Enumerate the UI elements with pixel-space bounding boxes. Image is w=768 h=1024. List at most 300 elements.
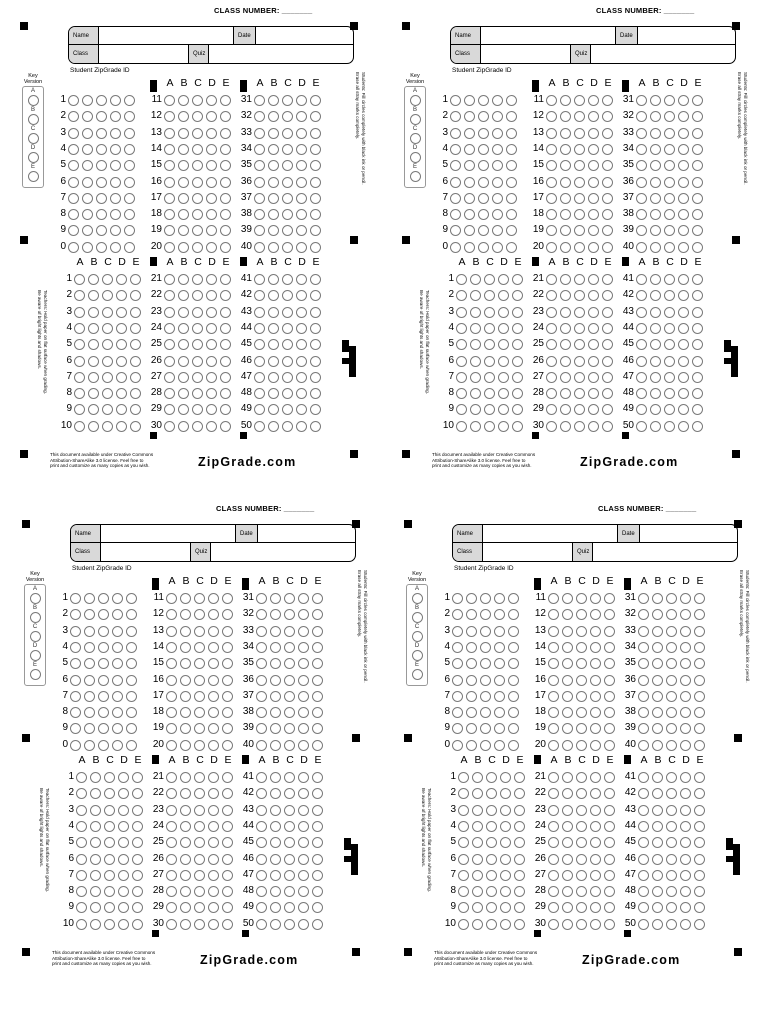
student-id-bubble[interactable] — [98, 691, 109, 702]
student-id-bubble[interactable] — [450, 193, 461, 204]
answer-bubble-q25-a[interactable] — [166, 837, 177, 848]
answer-bubble-q44-b[interactable] — [652, 821, 663, 832]
answer-bubble-q33-d[interactable] — [678, 128, 689, 139]
answer-bubble-q32-b[interactable] — [652, 609, 663, 620]
student-id-bubble[interactable] — [84, 675, 95, 686]
answer-bubble-q45-b[interactable] — [268, 339, 279, 350]
answer-bubble-q16-e[interactable] — [604, 675, 615, 686]
answer-bubble-q16-c[interactable] — [192, 177, 203, 188]
student-id-bubble[interactable] — [70, 642, 81, 653]
answer-bubble-q4-d[interactable] — [498, 323, 509, 334]
answer-bubble-q47-a[interactable] — [638, 870, 649, 881]
answer-bubble-q39-b[interactable] — [270, 723, 281, 734]
answer-bubble-q6-d[interactable] — [116, 356, 127, 367]
student-id-bubble[interactable] — [110, 193, 121, 204]
student-id-bubble[interactable] — [126, 626, 137, 637]
answer-bubble-q42-e[interactable] — [694, 788, 705, 799]
answer-bubble-q30-b[interactable] — [178, 421, 189, 432]
answer-bubble-q35-c[interactable] — [666, 658, 677, 669]
answer-bubble-q40-e[interactable] — [312, 740, 323, 751]
answer-bubble-q5-a[interactable] — [458, 837, 469, 848]
answer-bubble-q36-e[interactable] — [692, 177, 703, 188]
answer-bubble-q6-a[interactable] — [76, 854, 87, 865]
answer-bubble-q22-e[interactable] — [220, 290, 231, 301]
student-id-bubble[interactable] — [494, 658, 505, 669]
answer-bubble-q37-d[interactable] — [296, 193, 307, 204]
answer-bubble-q46-e[interactable] — [692, 356, 703, 367]
answer-bubble-q25-e[interactable] — [602, 339, 613, 350]
answer-bubble-q21-a[interactable] — [548, 772, 559, 783]
answer-bubble-q18-e[interactable] — [602, 209, 613, 220]
answer-bubble-q18-e[interactable] — [220, 209, 231, 220]
answer-bubble-q21-d[interactable] — [206, 274, 217, 285]
answer-bubble-q50-b[interactable] — [270, 919, 281, 930]
answer-bubble-q34-b[interactable] — [270, 642, 281, 653]
answer-bubble-q19-d[interactable] — [590, 723, 601, 734]
answer-bubble-q43-c[interactable] — [284, 805, 295, 816]
answer-bubble-q33-e[interactable] — [312, 626, 323, 637]
answer-bubble-q44-b[interactable] — [650, 323, 661, 334]
student-id-bubble[interactable] — [70, 740, 81, 751]
answer-bubble-q44-a[interactable] — [256, 821, 267, 832]
answer-bubble-q8-b[interactable] — [88, 388, 99, 399]
answer-bubble-q34-b[interactable] — [268, 144, 279, 155]
answer-bubble-q41-e[interactable] — [310, 274, 321, 285]
class-field[interactable] — [99, 45, 189, 63]
answer-bubble-q37-c[interactable] — [664, 193, 675, 204]
key-version-bubble-c[interactable] — [30, 631, 41, 642]
answer-bubble-q32-e[interactable] — [310, 111, 321, 122]
answer-bubble-q37-b[interactable] — [270, 691, 281, 702]
answer-bubble-q25-c[interactable] — [576, 837, 587, 848]
answer-bubble-q39-b[interactable] — [650, 225, 661, 236]
answer-bubble-q38-a[interactable] — [636, 209, 647, 220]
answer-bubble-q31-a[interactable] — [636, 95, 647, 106]
answer-bubble-q37-e[interactable] — [692, 193, 703, 204]
answer-bubble-q24-e[interactable] — [604, 821, 615, 832]
answer-bubble-q5-a[interactable] — [74, 339, 85, 350]
answer-bubble-q41-a[interactable] — [256, 772, 267, 783]
answer-bubble-q23-e[interactable] — [604, 805, 615, 816]
answer-bubble-q50-e[interactable] — [310, 421, 321, 432]
answer-bubble-q29-d[interactable] — [206, 404, 217, 415]
answer-bubble-q30-a[interactable] — [166, 919, 177, 930]
student-id-bubble[interactable] — [68, 225, 79, 236]
answer-bubble-q43-a[interactable] — [636, 307, 647, 318]
answer-bubble-q26-d[interactable] — [206, 356, 217, 367]
answer-bubble-q18-c[interactable] — [192, 209, 203, 220]
answer-bubble-q3-d[interactable] — [498, 307, 509, 318]
answer-bubble-q48-d[interactable] — [678, 388, 689, 399]
answer-bubble-q4-d[interactable] — [500, 821, 511, 832]
answer-bubble-q42-b[interactable] — [268, 290, 279, 301]
answer-bubble-q16-a[interactable] — [548, 675, 559, 686]
answer-bubble-q37-c[interactable] — [666, 691, 677, 702]
answer-bubble-q19-b[interactable] — [178, 225, 189, 236]
answer-bubble-q33-b[interactable] — [270, 626, 281, 637]
answer-bubble-q6-b[interactable] — [470, 356, 481, 367]
answer-bubble-q36-a[interactable] — [636, 177, 647, 188]
answer-bubble-q19-b[interactable] — [562, 723, 573, 734]
answer-bubble-q28-b[interactable] — [178, 388, 189, 399]
answer-bubble-q30-b[interactable] — [562, 919, 573, 930]
answer-bubble-q30-d[interactable] — [588, 421, 599, 432]
answer-bubble-q42-c[interactable] — [666, 788, 677, 799]
student-id-bubble[interactable] — [68, 209, 79, 220]
answer-bubble-q24-c[interactable] — [574, 323, 585, 334]
answer-bubble-q9-e[interactable] — [514, 902, 525, 913]
answer-bubble-q22-c[interactable] — [576, 788, 587, 799]
answer-bubble-q34-d[interactable] — [678, 144, 689, 155]
answer-bubble-q23-d[interactable] — [208, 805, 219, 816]
answer-bubble-q35-c[interactable] — [664, 160, 675, 171]
student-id-bubble[interactable] — [70, 609, 81, 620]
answer-bubble-q6-e[interactable] — [130, 356, 141, 367]
answer-bubble-q15-b[interactable] — [180, 658, 191, 669]
answer-bubble-q35-b[interactable] — [652, 658, 663, 669]
student-id-bubble[interactable] — [82, 111, 93, 122]
answer-bubble-q36-d[interactable] — [678, 177, 689, 188]
student-id-bubble[interactable] — [98, 740, 109, 751]
answer-bubble-q18-d[interactable] — [208, 707, 219, 718]
answer-bubble-q28-d[interactable] — [590, 886, 601, 897]
answer-bubble-q3-d[interactable] — [116, 307, 127, 318]
answer-bubble-q20-d[interactable] — [208, 740, 219, 751]
answer-bubble-q6-c[interactable] — [486, 854, 497, 865]
answer-bubble-q12-d[interactable] — [208, 609, 219, 620]
answer-bubble-q27-a[interactable] — [166, 870, 177, 881]
answer-bubble-q30-b[interactable] — [180, 919, 191, 930]
answer-bubble-q25-d[interactable] — [208, 837, 219, 848]
answer-bubble-q9-d[interactable] — [500, 902, 511, 913]
answer-bubble-q29-b[interactable] — [178, 404, 189, 415]
answer-bubble-q3-d[interactable] — [500, 805, 511, 816]
student-id-bubble[interactable] — [478, 209, 489, 220]
answer-bubble-q14-c[interactable] — [574, 144, 585, 155]
answer-bubble-q9-e[interactable] — [130, 404, 141, 415]
answer-bubble-q37-b[interactable] — [652, 691, 663, 702]
answer-bubble-q31-e[interactable] — [310, 95, 321, 106]
answer-bubble-q31-c[interactable] — [284, 593, 295, 604]
answer-bubble-q13-a[interactable] — [166, 626, 177, 637]
answer-bubble-q9-e[interactable] — [132, 902, 143, 913]
student-id-bubble[interactable] — [480, 675, 491, 686]
answer-bubble-q40-d[interactable] — [298, 740, 309, 751]
student-id-bubble[interactable] — [506, 177, 517, 188]
answer-bubble-q11-e[interactable] — [220, 95, 231, 106]
answer-bubble-q12-d[interactable] — [588, 111, 599, 122]
student-id-bubble[interactable] — [492, 193, 503, 204]
answer-bubble-q20-e[interactable] — [602, 242, 613, 253]
answer-bubble-q24-b[interactable] — [562, 821, 573, 832]
answer-bubble-q24-b[interactable] — [178, 323, 189, 334]
answer-bubble-q48-b[interactable] — [652, 886, 663, 897]
answer-bubble-q27-d[interactable] — [208, 870, 219, 881]
answer-bubble-q4-a[interactable] — [74, 323, 85, 334]
answer-bubble-q14-b[interactable] — [560, 144, 571, 155]
answer-bubble-q43-d[interactable] — [296, 307, 307, 318]
answer-bubble-q48-e[interactable] — [312, 886, 323, 897]
key-version-bubble-d[interactable] — [410, 152, 421, 163]
answer-bubble-q44-c[interactable] — [282, 323, 293, 334]
student-id-bubble[interactable] — [96, 128, 107, 139]
answer-bubble-q31-d[interactable] — [298, 593, 309, 604]
answer-bubble-q4-e[interactable] — [514, 821, 525, 832]
key-version-bubble-c[interactable] — [28, 133, 39, 144]
answer-bubble-q43-a[interactable] — [638, 805, 649, 816]
answer-bubble-q15-c[interactable] — [574, 160, 585, 171]
answer-bubble-q47-d[interactable] — [680, 870, 691, 881]
answer-bubble-q41-c[interactable] — [664, 274, 675, 285]
answer-bubble-q29-b[interactable] — [562, 902, 573, 913]
answer-bubble-q14-d[interactable] — [588, 144, 599, 155]
answer-bubble-q31-b[interactable] — [270, 593, 281, 604]
answer-bubble-q47-b[interactable] — [270, 870, 281, 881]
answer-bubble-q7-b[interactable] — [88, 372, 99, 383]
answer-bubble-q22-c[interactable] — [192, 290, 203, 301]
answer-bubble-q29-a[interactable] — [548, 902, 559, 913]
answer-bubble-q42-a[interactable] — [636, 290, 647, 301]
answer-bubble-q47-e[interactable] — [692, 372, 703, 383]
answer-bubble-q5-c[interactable] — [104, 837, 115, 848]
answer-bubble-q39-e[interactable] — [694, 723, 705, 734]
answer-bubble-q24-a[interactable] — [164, 323, 175, 334]
answer-bubble-q8-c[interactable] — [104, 886, 115, 897]
answer-bubble-q50-c[interactable] — [284, 919, 295, 930]
answer-bubble-q27-e[interactable] — [220, 372, 231, 383]
answer-bubble-q23-b[interactable] — [560, 307, 571, 318]
answer-bubble-q47-b[interactable] — [652, 870, 663, 881]
answer-bubble-q3-c[interactable] — [104, 805, 115, 816]
answer-bubble-q16-d[interactable] — [208, 675, 219, 686]
answer-bubble-q42-a[interactable] — [256, 788, 267, 799]
answer-bubble-q1-c[interactable] — [102, 274, 113, 285]
answer-bubble-q48-c[interactable] — [282, 388, 293, 399]
answer-bubble-q26-d[interactable] — [590, 854, 601, 865]
student-id-bubble[interactable] — [450, 225, 461, 236]
key-version-bubble-b[interactable] — [30, 612, 41, 623]
student-id-bubble[interactable] — [68, 95, 79, 106]
answer-bubble-q9-d[interactable] — [118, 902, 129, 913]
answer-bubble-q41-d[interactable] — [678, 274, 689, 285]
answer-bubble-q10-d[interactable] — [118, 919, 129, 930]
answer-bubble-q38-b[interactable] — [652, 707, 663, 718]
answer-bubble-q6-c[interactable] — [102, 356, 113, 367]
answer-bubble-q26-d[interactable] — [208, 854, 219, 865]
answer-bubble-q22-a[interactable] — [546, 290, 557, 301]
answer-bubble-q24-c[interactable] — [576, 821, 587, 832]
student-id-bubble[interactable] — [112, 609, 123, 620]
key-version-bubble-a[interactable] — [30, 593, 41, 604]
answer-bubble-q46-c[interactable] — [664, 356, 675, 367]
answer-bubble-q37-b[interactable] — [650, 193, 661, 204]
student-id-bubble[interactable] — [124, 144, 135, 155]
student-id-bubble[interactable] — [126, 593, 137, 604]
student-id-bubble[interactable] — [466, 723, 477, 734]
answer-bubble-q41-b[interactable] — [652, 772, 663, 783]
student-id-bubble[interactable] — [492, 209, 503, 220]
answer-bubble-q32-a[interactable] — [256, 609, 267, 620]
answer-bubble-q39-d[interactable] — [296, 225, 307, 236]
answer-bubble-q32-e[interactable] — [312, 609, 323, 620]
student-id-bubble[interactable] — [492, 177, 503, 188]
answer-bubble-q50-d[interactable] — [680, 919, 691, 930]
answer-bubble-q15-b[interactable] — [562, 658, 573, 669]
answer-bubble-q30-e[interactable] — [220, 421, 231, 432]
answer-bubble-q7-d[interactable] — [500, 870, 511, 881]
answer-bubble-q41-b[interactable] — [650, 274, 661, 285]
answer-bubble-q49-d[interactable] — [296, 404, 307, 415]
answer-bubble-q14-e[interactable] — [222, 642, 233, 653]
student-id-bubble[interactable] — [96, 95, 107, 106]
answer-bubble-q8-c[interactable] — [102, 388, 113, 399]
answer-bubble-q29-e[interactable] — [220, 404, 231, 415]
answer-bubble-q8-d[interactable] — [498, 388, 509, 399]
answer-bubble-q5-a[interactable] — [456, 339, 467, 350]
quiz-field[interactable] — [591, 45, 735, 63]
answer-bubble-q21-e[interactable] — [220, 274, 231, 285]
student-id-bubble[interactable] — [112, 642, 123, 653]
student-id-bubble[interactable] — [68, 128, 79, 139]
answer-bubble-q16-b[interactable] — [178, 177, 189, 188]
answer-bubble-q44-e[interactable] — [310, 323, 321, 334]
answer-bubble-q28-e[interactable] — [602, 388, 613, 399]
answer-bubble-q2-d[interactable] — [498, 290, 509, 301]
answer-bubble-q44-b[interactable] — [268, 323, 279, 334]
answer-bubble-q27-c[interactable] — [192, 372, 203, 383]
answer-bubble-q49-c[interactable] — [666, 902, 677, 913]
answer-bubble-q12-a[interactable] — [164, 111, 175, 122]
student-id-bubble[interactable] — [110, 225, 121, 236]
answer-bubble-q47-a[interactable] — [254, 372, 265, 383]
answer-bubble-q12-b[interactable] — [180, 609, 191, 620]
answer-bubble-q15-e[interactable] — [222, 658, 233, 669]
answer-bubble-q39-c[interactable] — [664, 225, 675, 236]
answer-bubble-q45-e[interactable] — [310, 339, 321, 350]
answer-bubble-q20-a[interactable] — [164, 242, 175, 253]
answer-bubble-q21-b[interactable] — [180, 772, 191, 783]
answer-bubble-q4-e[interactable] — [512, 323, 523, 334]
answer-bubble-q48-d[interactable] — [680, 886, 691, 897]
answer-bubble-q10-d[interactable] — [116, 421, 127, 432]
answer-bubble-q37-e[interactable] — [310, 193, 321, 204]
answer-bubble-q1-e[interactable] — [512, 274, 523, 285]
answer-bubble-q35-d[interactable] — [680, 658, 691, 669]
student-id-bubble[interactable] — [492, 128, 503, 139]
key-version-bubble-e[interactable] — [412, 669, 423, 680]
answer-bubble-q25-a[interactable] — [548, 837, 559, 848]
answer-bubble-q43-c[interactable] — [664, 307, 675, 318]
answer-bubble-q19-d[interactable] — [208, 723, 219, 734]
student-id-bubble[interactable] — [464, 160, 475, 171]
answer-bubble-q3-c[interactable] — [484, 307, 495, 318]
answer-bubble-q47-c[interactable] — [664, 372, 675, 383]
answer-bubble-q31-e[interactable] — [692, 95, 703, 106]
answer-bubble-q23-d[interactable] — [588, 307, 599, 318]
answer-bubble-q7-e[interactable] — [132, 870, 143, 881]
answer-bubble-q9-b[interactable] — [88, 404, 99, 415]
answer-bubble-q18-b[interactable] — [560, 209, 571, 220]
answer-bubble-q15-d[interactable] — [588, 160, 599, 171]
answer-bubble-q12-a[interactable] — [548, 609, 559, 620]
answer-bubble-q43-b[interactable] — [650, 307, 661, 318]
answer-bubble-q23-e[interactable] — [602, 307, 613, 318]
answer-bubble-q33-d[interactable] — [296, 128, 307, 139]
student-id-bubble[interactable] — [124, 242, 135, 253]
answer-bubble-q15-c[interactable] — [194, 658, 205, 669]
name-field[interactable] — [101, 525, 236, 542]
answer-bubble-q39-a[interactable] — [254, 225, 265, 236]
answer-bubble-q26-e[interactable] — [220, 356, 231, 367]
answer-bubble-q38-e[interactable] — [310, 209, 321, 220]
answer-bubble-q9-c[interactable] — [484, 404, 495, 415]
answer-bubble-q18-a[interactable] — [548, 707, 559, 718]
answer-bubble-q17-b[interactable] — [560, 193, 571, 204]
answer-bubble-q19-c[interactable] — [194, 723, 205, 734]
answer-bubble-q5-e[interactable] — [132, 837, 143, 848]
answer-bubble-q49-a[interactable] — [638, 902, 649, 913]
answer-bubble-q16-d[interactable] — [206, 177, 217, 188]
answer-bubble-q1-a[interactable] — [74, 274, 85, 285]
answer-bubble-q6-e[interactable] — [512, 356, 523, 367]
answer-bubble-q20-e[interactable] — [222, 740, 233, 751]
answer-bubble-q16-d[interactable] — [590, 675, 601, 686]
answer-bubble-q32-d[interactable] — [680, 609, 691, 620]
student-id-bubble[interactable] — [506, 95, 517, 106]
answer-bubble-q2-b[interactable] — [88, 290, 99, 301]
answer-bubble-q43-c[interactable] — [666, 805, 677, 816]
student-id-bubble[interactable] — [506, 111, 517, 122]
student-id-bubble[interactable] — [124, 111, 135, 122]
answer-bubble-q4-a[interactable] — [456, 323, 467, 334]
class-field[interactable] — [101, 543, 191, 561]
answer-bubble-q11-d[interactable] — [208, 593, 219, 604]
answer-bubble-q32-c[interactable] — [284, 609, 295, 620]
answer-bubble-q19-c[interactable] — [574, 225, 585, 236]
answer-bubble-q34-c[interactable] — [282, 144, 293, 155]
student-id-bubble[interactable] — [494, 707, 505, 718]
answer-bubble-q45-a[interactable] — [638, 837, 649, 848]
answer-bubble-q3-e[interactable] — [512, 307, 523, 318]
answer-bubble-q1-b[interactable] — [90, 772, 101, 783]
answer-bubble-q7-b[interactable] — [470, 372, 481, 383]
answer-bubble-q22-a[interactable] — [548, 788, 559, 799]
answer-bubble-q40-b[interactable] — [268, 242, 279, 253]
answer-bubble-q13-d[interactable] — [590, 626, 601, 637]
student-id-bubble[interactable] — [480, 642, 491, 653]
student-id-bubble[interactable] — [492, 242, 503, 253]
answer-bubble-q44-e[interactable] — [692, 323, 703, 334]
answer-bubble-q40-c[interactable] — [664, 242, 675, 253]
student-id-bubble[interactable] — [112, 593, 123, 604]
answer-bubble-q11-b[interactable] — [562, 593, 573, 604]
key-version-bubble-d[interactable] — [412, 650, 423, 661]
student-id-bubble[interactable] — [494, 675, 505, 686]
answer-bubble-q34-a[interactable] — [638, 642, 649, 653]
answer-bubble-q19-d[interactable] — [588, 225, 599, 236]
answer-bubble-q50-d[interactable] — [678, 421, 689, 432]
answer-bubble-q9-c[interactable] — [104, 902, 115, 913]
key-version-bubble-a[interactable] — [28, 95, 39, 106]
answer-bubble-q13-b[interactable] — [562, 626, 573, 637]
answer-bubble-q9-e[interactable] — [512, 404, 523, 415]
answer-bubble-q7-e[interactable] — [512, 372, 523, 383]
answer-bubble-q6-e[interactable] — [132, 854, 143, 865]
answer-bubble-q10-e[interactable] — [130, 421, 141, 432]
answer-bubble-q25-c[interactable] — [574, 339, 585, 350]
answer-bubble-q7-a[interactable] — [458, 870, 469, 881]
student-id-bubble[interactable] — [112, 740, 123, 751]
